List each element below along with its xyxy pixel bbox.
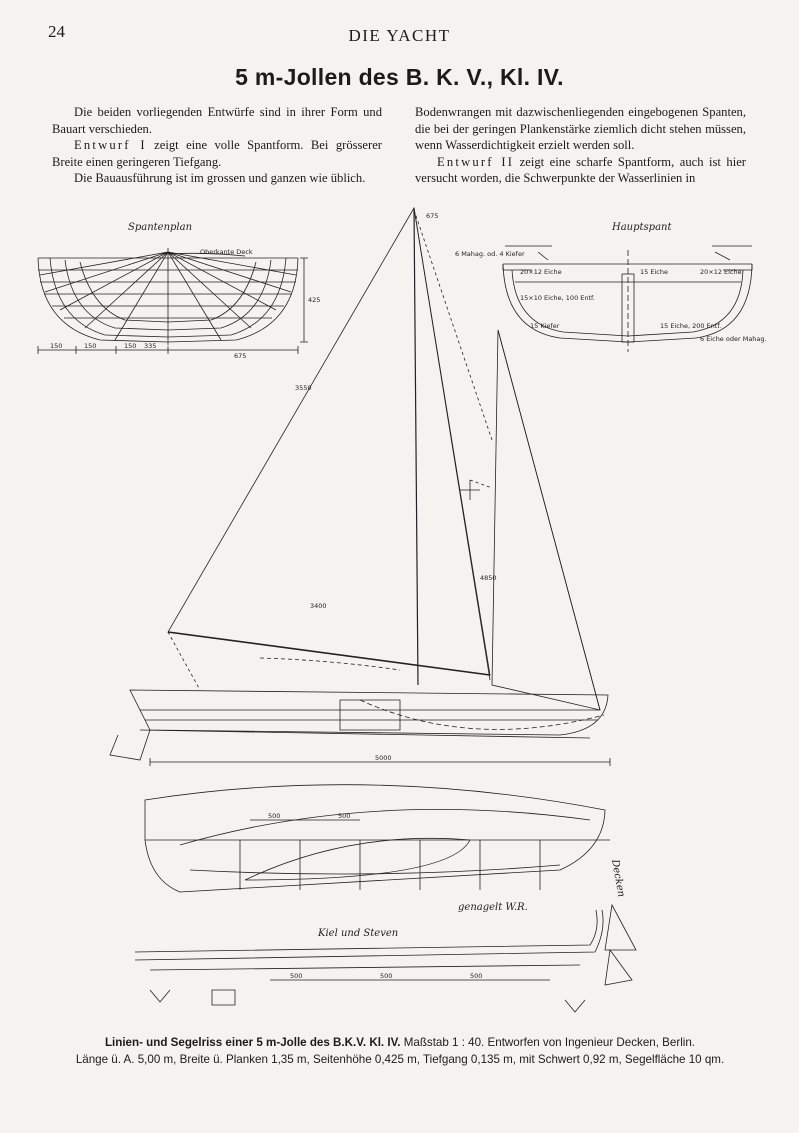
dimension-label: 500 <box>380 972 393 980</box>
midship-note: 15 Kiefer <box>530 322 560 330</box>
paragraph <box>52 137 382 170</box>
dimension-label: 500 <box>290 972 303 980</box>
dimension-label: 5000 <box>375 754 392 762</box>
dimension-label: 500 <box>470 972 483 980</box>
design-label: Entwurf II <box>437 154 515 169</box>
left-column <box>52 104 382 187</box>
caption-line-1 <box>40 1034 760 1051</box>
dimension-label: 150 <box>84 342 97 350</box>
lines-and-sail-plan-drawing <box>0 190 799 1025</box>
paragraph-text: zeigt eine scharfe Spantform, auch ist hier versucht worden, die Schwerpunkte der Wasserlinien in <box>415 154 746 186</box>
dimension-label: 3400 <box>310 602 327 610</box>
dimension-label: 675 <box>234 352 247 360</box>
body-plan <box>38 248 308 354</box>
midship-label: Hauptspant <box>612 222 672 233</box>
construction-note: genagelt W.R. <box>458 902 528 913</box>
hull-profile <box>110 690 608 760</box>
half-breadth-plan <box>145 785 610 892</box>
article-title: 5 m-Jollen des B. K. V., Kl. IV. <box>235 64 564 90</box>
midship-note: 15 Eiche <box>640 268 668 276</box>
keel-and-stem <box>135 905 636 1012</box>
dimension-label: 150 <box>50 342 63 350</box>
keel-label: Kiel und Steven <box>318 928 399 939</box>
dimension-label: 150 <box>124 342 137 350</box>
figure-caption <box>40 1034 760 1068</box>
paragraph: Die Bauausführung ist im grossen und ganzen wie üblich. <box>74 171 366 186</box>
designer-signature: Decken <box>609 858 627 898</box>
dimension-label: 425 <box>308 296 321 304</box>
paragraph <box>415 154 746 187</box>
caption-scale: Maßstab 1 : 40. <box>403 1036 485 1049</box>
caption-title: Linien- und Segelriss einer 5 m-Jolle des B.K.V. Kl. IV. <box>104 1036 401 1049</box>
right-column <box>415 104 746 187</box>
midship-note: 15×10 Eiche, 100 Entf. <box>520 294 595 302</box>
midship-note: 15 Eiche, 200 Entf. <box>660 322 722 330</box>
dimension-label: 4850 <box>480 574 497 582</box>
dimension-label: 500 <box>338 812 351 820</box>
dimension-label: 3550 <box>295 384 312 392</box>
caption-credit: Entworfen von Ingenieur Decken, Berlin. <box>487 1036 696 1049</box>
dimension-label: 675 <box>426 212 439 220</box>
midship-note: 20×12 Eiche <box>700 268 742 276</box>
midship-note: 20×12 Eiche <box>520 268 562 276</box>
midship-note: 6 Mahag. od. 4 Kiefer <box>455 250 525 258</box>
sail-plan <box>168 208 600 710</box>
caption-line-2: Länge ü. A. 5,00 m, Breite ü. Planken 1,35 m, Seitenhöhe 0,425 m, Tiefgang 0,135 m, mit Schwert 0,92 m, Segelfläche 10 qm. <box>75 1053 725 1066</box>
paragraph: Bodenwrangen mit dazwischenliegenden eingebogenen Spanten, die bei der geringen Plankenstärke ziemlich dicht stehen müssen, wenn Wasserdichtigkeit erzielt werden soll. <box>415 105 746 153</box>
midship-note: 6 Eiche oder Mahag. <box>700 335 767 343</box>
dimension-label: 335 <box>144 342 157 350</box>
paragraph: Die beiden vorliegenden Entwürfe sind in ihrer Form und Bauart verschieden. <box>52 105 382 136</box>
dimension-label: 500 <box>268 812 281 820</box>
page-number: 24 <box>48 22 65 41</box>
running-head: DIE YACHT <box>348 26 451 45</box>
deck-note: Oberkante Deck <box>200 248 253 256</box>
design-label: Entwurf I <box>74 138 147 153</box>
paragraph-text: zeigt eine volle Spantform. Bei grösserer Breite einen geringeren Tiefgang. <box>52 138 382 169</box>
body-plan-label: Spantenplan <box>128 222 193 233</box>
